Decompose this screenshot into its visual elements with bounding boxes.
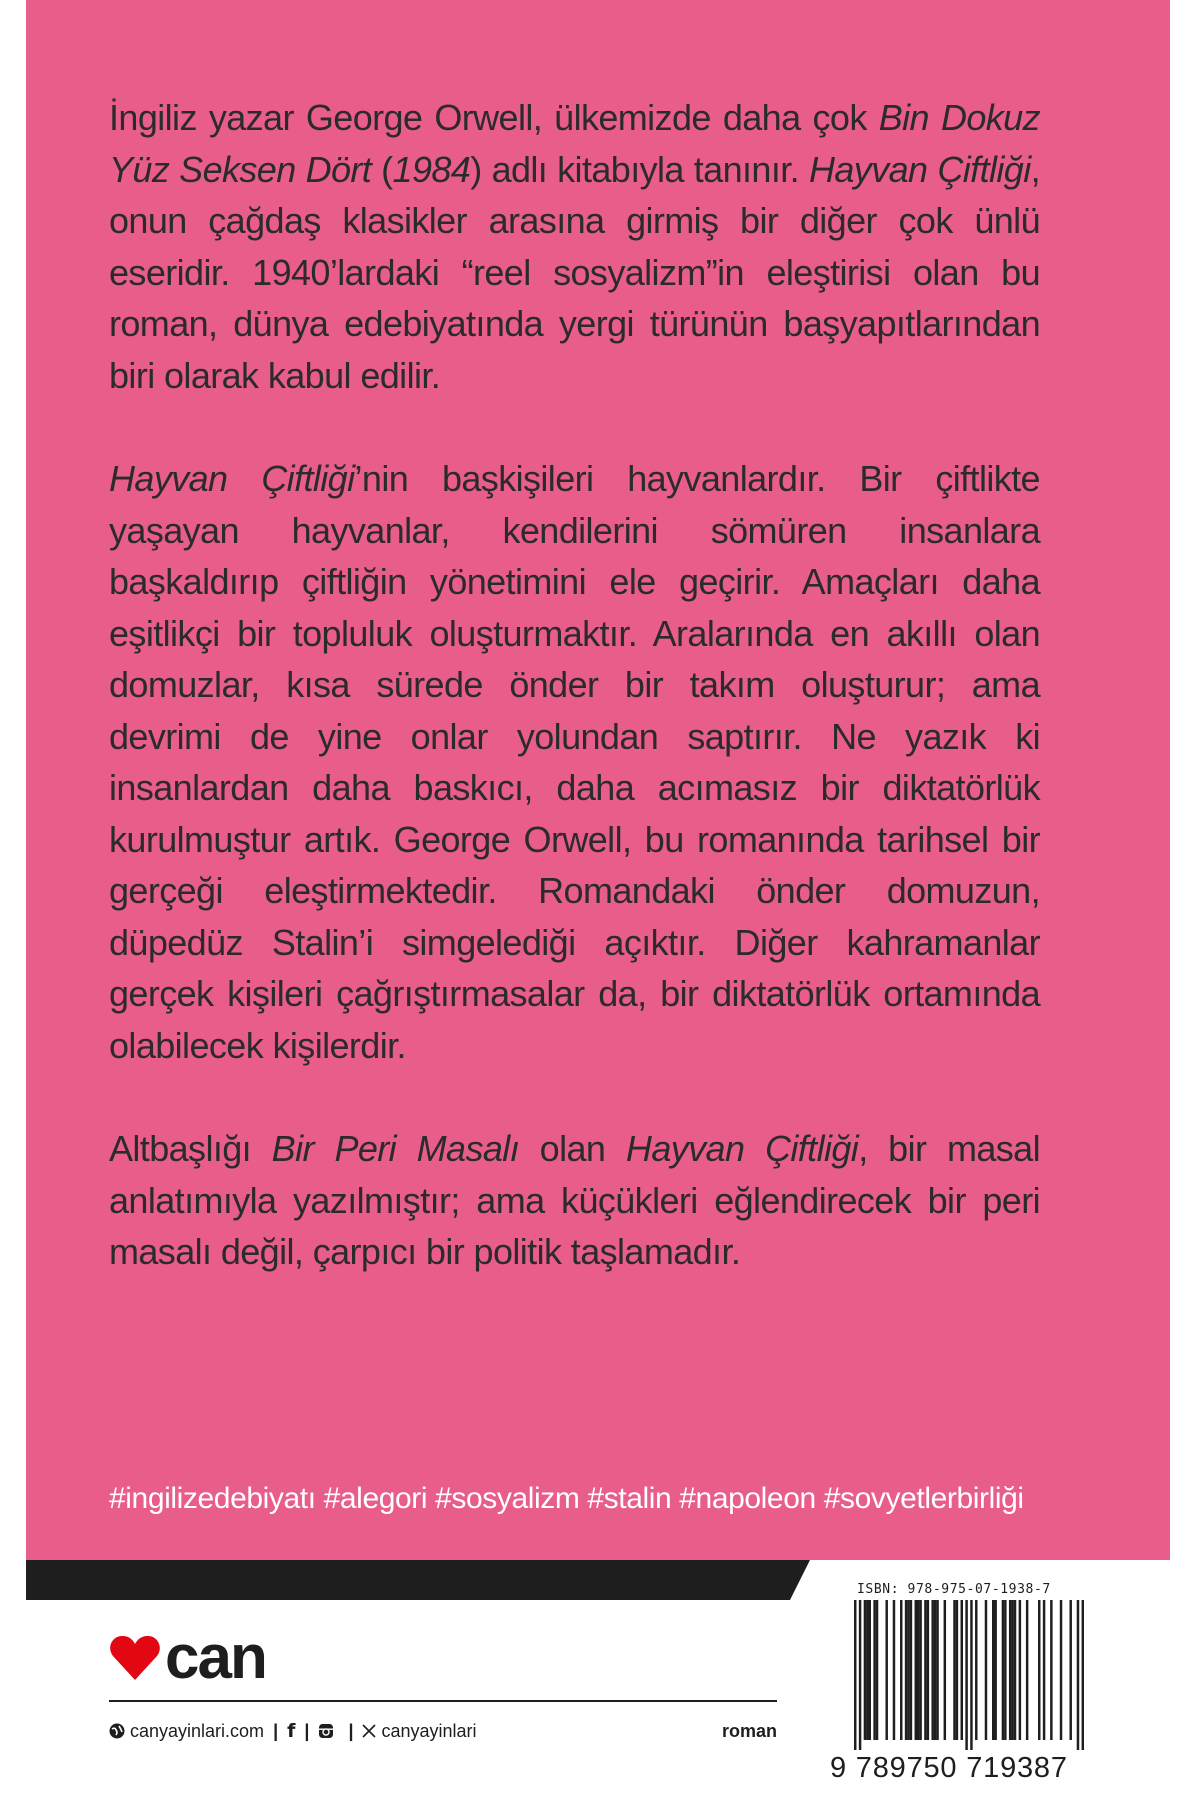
hashtag-line: #ingilizedebiyatı #alegori #sosyalizm #stalin #napoleon #sovyetlerbirliği	[109, 1482, 1024, 1515]
text-run: ’nin başkişileri hayvanlardır. Bir çiftlikte yaşayan hayvanlar, kendilerini sömüren insanlara başkaldırıp çiftliğin yönetimini ele geçirir. Amaçları daha eşitlikçi bir topluluk oluşturmaktır. Aralarında en akıllı olan domuzlar, kısa sürede önder bir takım oluşturur; ama devrimi de yine onlar yolundan saptırır. Ne yazık ki insanlardan daha baskıcı, daha acımasız bir diktatörlük kurulmuştur artık. George Orwell, bu romanında tarihsel bir gerçeği eleştirmektedir. Romandaki önder domuzun, düpedüz Stalin’i simgelediği açıktır. Diğer kahramanlar gerçek kişileri çağrıştırmasalar da, bir diktatörlük ortamında olabilecek kişilerdir.	[109, 458, 1040, 1066]
text-run: olan	[519, 1128, 626, 1169]
blurb-paragraph	[109, 1123, 1040, 1278]
separator: |	[348, 1720, 354, 1741]
barcode-bar	[1077, 1600, 1079, 1750]
barcode-digits: 9 789750 719387	[830, 1752, 1068, 1784]
barcode-bar	[869, 1600, 871, 1740]
barcode-bar	[1038, 1600, 1040, 1740]
barcode-bar	[1009, 1600, 1011, 1740]
barcode-bar	[859, 1600, 861, 1750]
barcode-bar	[893, 1600, 895, 1740]
barcode-bar	[1011, 1600, 1013, 1740]
isbn-label: ISBN: 978-975-07-1938-7	[857, 1582, 1051, 1597]
blurb-paragraph	[109, 92, 1040, 401]
publisher-logo	[109, 1623, 266, 1692]
separator: |	[273, 1720, 279, 1741]
barcode-bar	[1060, 1600, 1062, 1740]
publisher-logo-word: can	[165, 1623, 266, 1692]
barcode-bar	[956, 1600, 958, 1740]
barcode-bar	[907, 1600, 909, 1740]
facebook-icon[interactable]: f	[287, 1720, 296, 1742]
heart-icon	[109, 1634, 161, 1682]
barcode-bar	[965, 1600, 967, 1750]
publisher-contact-line	[109, 1716, 777, 1746]
barcode-bar	[936, 1600, 938, 1740]
social-handle[interactable]: canyayinlari	[381, 1720, 477, 1741]
barcode-bar	[900, 1600, 902, 1740]
barcode-bar	[905, 1600, 907, 1740]
barcode-bar	[1043, 1600, 1045, 1740]
barcode-bar	[1002, 1600, 1004, 1740]
blurb-paragraph	[109, 453, 1040, 1071]
footer-divider	[109, 1700, 777, 1702]
text-run: İngiliz yazar George Orwell, ülkemizde daha çok	[109, 97, 879, 138]
barcode-bar	[961, 1600, 963, 1740]
website-link[interactable]: canyayinlari.com	[130, 1720, 265, 1741]
barcode-bar	[866, 1600, 868, 1740]
genre-label: roman	[721, 1721, 777, 1741]
barcode-bar	[919, 1600, 921, 1740]
barcode-bar	[944, 1600, 946, 1740]
barcode-bar	[927, 1600, 929, 1740]
italic-title-run: Bin Dokuz Yüz Seksen Dört	[109, 97, 1040, 190]
text-run: ) adlı kitabıyla tanınır.	[470, 148, 809, 190]
italic-title-run: Hayvan Çiftliği	[625, 1128, 859, 1169]
barcode-bar	[994, 1600, 996, 1740]
barcode-bar	[953, 1600, 955, 1740]
barcode-bar	[915, 1600, 917, 1740]
barcode-bar	[992, 1600, 994, 1740]
text-run: , onun çağdaş klasikler arasına girmiş bir diğer çok ünlü eseridir. 1940’lardaki “reel sosyalizm”in eleştirisi olan bu roman, dünya edebiyatında yergi türünün başyapıtlarından biri olarak kabul edilir.	[109, 148, 1040, 396]
barcode-bar	[931, 1600, 933, 1740]
barcode-bar	[924, 1600, 926, 1740]
text-run: (	[371, 148, 393, 190]
x-icon[interactable]	[362, 1724, 376, 1738]
barcode-bar	[1050, 1600, 1052, 1740]
italic-title-run: Bir Peri Masalı	[271, 1128, 520, 1169]
barcode-bar	[1019, 1600, 1021, 1740]
barcode-bar	[1014, 1600, 1016, 1740]
barcode-bar	[985, 1600, 987, 1740]
barcode-bar	[910, 1600, 912, 1740]
barcode-bar	[854, 1600, 856, 1750]
instagram-icon[interactable]	[318, 1723, 334, 1739]
barcode-bar	[975, 1600, 977, 1740]
barcode-bar	[934, 1600, 936, 1740]
barcode-bar	[1069, 1600, 1071, 1740]
barcode	[854, 1600, 1084, 1750]
separator: |	[304, 1720, 310, 1741]
blurb-text	[109, 92, 1040, 1330]
barcode-bar	[1004, 1600, 1006, 1740]
barcode-bar	[917, 1600, 919, 1740]
italic-title-run: 1984	[392, 148, 471, 190]
text-run: , bir masal anlatımıyla yazılmıştır; ama küçükleri eğlendirecek bir peri masalı değil, çarpıcı bir politik taşlamadır.	[109, 1128, 1040, 1272]
barcode-bar	[1082, 1600, 1084, 1750]
italic-title-run: Hayvan Çiftliği	[808, 148, 1031, 190]
globe-icon	[109, 1723, 125, 1739]
barcode-bar	[873, 1600, 875, 1740]
italic-title-run: Hayvan Çiftliği	[109, 458, 355, 499]
text-run: Altbaşlığı	[109, 1128, 272, 1169]
barcode-bar	[970, 1600, 972, 1750]
barcode-bar	[1026, 1600, 1028, 1740]
barcode-bar	[876, 1600, 878, 1740]
barcode-bar	[864, 1600, 866, 1740]
barcode-bar	[885, 1600, 887, 1740]
